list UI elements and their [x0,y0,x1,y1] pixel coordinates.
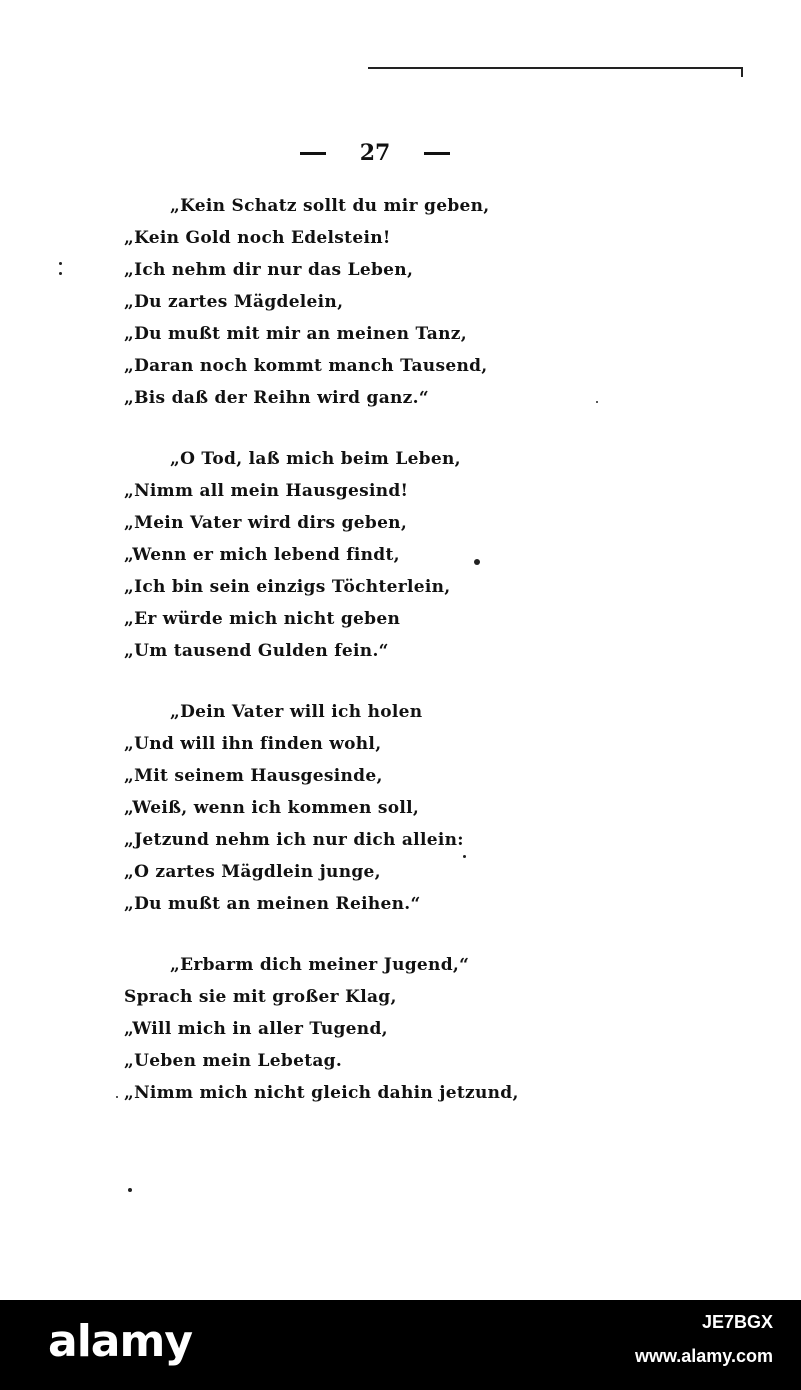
poem-line: Sprach sie mit großer Klag, [124,987,397,1007]
watermark-image-id: JE7BGX [701,1312,773,1332]
scan-speck [128,1188,132,1192]
poem-line: „Er würde mich nicht geben [124,609,401,629]
poem-line: „Nimm mich nicht gleich dahin jetzund, [124,1083,519,1103]
poem-line: „Du zartes Mägdelein, [124,292,344,312]
right-dash [424,152,450,155]
poem-line: „Um tausend Gulden fein.“ [124,641,389,661]
stanza-3 [124,696,544,920]
poem-line: „Mit seinem Hausgesinde, [124,766,383,786]
poem-line: „Weiß, wenn ich kommen soll, [124,798,420,818]
poem-line: „O zartes Mägdlein junge, [124,862,381,882]
stanza-1 [124,190,544,414]
poem-line: „Erbarm dich meiner Jugend,“ [170,955,470,975]
top-rule-end [741,67,743,77]
poem-line: „Und will ihn finden wohl, [124,734,382,754]
scan-speck [116,1096,118,1098]
stanza-4 [124,949,544,1109]
poem-line: „Ueben mein Lebetag. [124,1051,343,1071]
poem-line: „Wenn er mich lebend findt, [124,545,400,565]
poem-line: „Ich nehm dir nur das Leben, [124,260,414,280]
scan-speck [474,559,480,565]
poem-line: „Kein Schatz sollt du mir geben, [170,196,490,216]
scan-speck [59,272,62,275]
poem-line: „Du mußt an meinen Reihen.“ [124,894,421,914]
watermark-logo: alamy [48,1316,192,1367]
poem-line: „Du mußt mit mir an meinen Tanz, [124,324,467,344]
scan-speck [59,262,62,265]
poem-line: „Jetzund nehm ich nur dich allein: [124,830,464,850]
watermark-url: www.alamy.com [634,1346,773,1366]
page-number: 27 [359,140,391,166]
poem-line: „Mein Vater wird dirs geben, [124,513,408,533]
left-dash [300,152,326,155]
poem-line: „Will mich in aller Tugend, [124,1019,388,1039]
poem-line: „O Tod, laß mich beim Leben, [170,449,461,469]
top-rule [368,67,742,69]
poem-line: „Ich bin sein einzigs Töchterlein, [124,577,451,597]
poem-line: „Bis daß der Reihn wird ganz.“ [124,388,429,408]
poem-line: „Dein Vater will ich holen [170,702,423,722]
scan-speck [596,401,598,403]
stanza-2 [124,443,544,667]
poem-text [124,190,544,1138]
scan-speck [463,855,466,858]
page-header [300,140,450,166]
poem-line: „Nimm all mein Hausgesind! [124,481,409,501]
poem-line: „Kein Gold noch Edelstein! [124,228,391,248]
poem-line: „Daran noch kommt manch Tausend, [124,356,488,376]
